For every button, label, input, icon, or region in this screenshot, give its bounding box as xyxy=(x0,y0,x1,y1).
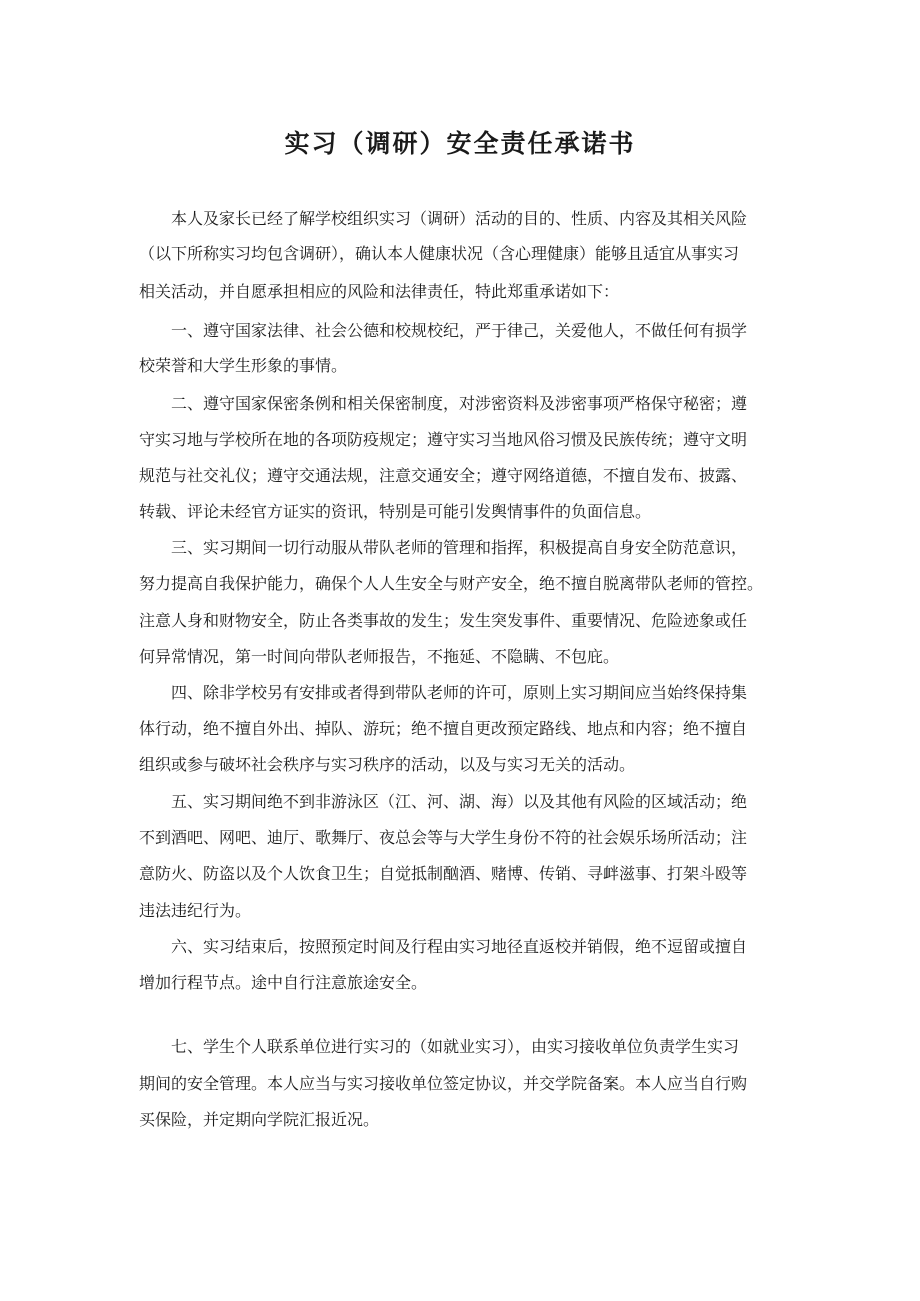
clause-3-line: 注意人身和财物安全，防止各类事故的发生；发生突发事件、重要情况、危险迹象或任 xyxy=(139,611,748,630)
intro-line: 相关活动，并自愿承担相应的风险和法律责任，特此郑重承诺如下： xyxy=(139,282,620,301)
clause-5-line: 意防火、防盗以及个人饮食卫生；自觉抵制酗酒、赌博、传销、寻衅滋事、打架斗殴等 xyxy=(139,864,748,883)
clause-4-line: 四、除非学校另有安排或者得到带队老师的许可，原则上实习期间应当始终保持集 xyxy=(171,683,748,702)
document-title: 实习（调研）安全责任承诺书 xyxy=(284,129,636,158)
clause-3-line: 三、实习期间一切行动服从带队老师的管理和指挥，积极提高自身安全防范意识， xyxy=(171,538,748,557)
clause-2-line: 二、遵守国家保密条例和相关保密制度，对涉密资料及涉密事项严格保守秘密；遵 xyxy=(171,394,748,413)
clause-1-line: 校荣誉和大学生形象的事情。 xyxy=(139,356,348,375)
clause-5-line: 违法违纪行为。 xyxy=(139,901,252,920)
intro-line: （以下所称实习均包含调研），确认本人健康状况（含心理健康）能够且适宜从事实习 xyxy=(139,244,740,263)
clause-6-line: 六、实习结束后，按照预定时间及行程由实习地径直返校并销假，绝不逗留或擅自 xyxy=(171,937,748,956)
clause-3-line: 努力提高自我保护能力，确保个人人生安全与财产安全，绝不擅自脱离带队老师的管控。 xyxy=(139,574,764,593)
clause-5-line: 五、实习期间绝不到非游泳区（江、河、湖、海）以及其他有风险的区域活动；绝 xyxy=(171,792,748,811)
clause-4-line: 组织或参与破坏社会秩序与实习秩序的活动，以及与实习无关的活动。 xyxy=(139,755,636,774)
clause-1-line: 一、遵守国家法律、社会公德和校规校纪，严于律己，关爱他人，不做任何有损学 xyxy=(171,321,748,340)
clause-7-line: 七、学生个人联系单位进行实习的（如就业实习），由实习接收单位负责学生实习 xyxy=(171,1037,740,1056)
clause-5-line: 不到酒吧、网吧、迪厅、歌舞厅、夜总会等与大学生身份不符的社会娱乐场所活动；注 xyxy=(139,828,748,847)
clause-2-line: 转载、评论未经官方证实的资讯，特别是可能引发舆情事件的负面信息。 xyxy=(139,502,652,521)
clause-2-line: 规范与社交礼仪；遵守交通法规，注意交通安全；遵守网络道德，不擅自发布、披露、 xyxy=(139,466,748,485)
clause-6-line: 增加行程节点。途中自行注意旅途安全。 xyxy=(139,973,428,992)
clause-7-line: 买保险，并定期向学院汇报近况。 xyxy=(139,1110,380,1129)
clause-7-line: 期间的安全管理。本人应当与实习接收单位签定协议，并交学院备案。本人应当自行购 xyxy=(139,1074,748,1093)
clause-3-line: 何异常情况，第一时间向带队老师报告，不拖延、不隐瞒、不包庇。 xyxy=(139,647,620,666)
clause-4-line: 体行动，绝不擅自外出、掉队、游玩；绝不擅自更改预定路线、地点和内容；绝不擅自 xyxy=(139,719,748,738)
intro-line: 本人及家长已经了解学校组织实习（调研）活动的目的、性质、内容及其相关风险 xyxy=(171,209,748,228)
clause-2-line: 守实习地与学校所在地的各项防疫规定；遵守实习当地风俗习惯及民族传统；遵守文明 xyxy=(139,430,748,449)
